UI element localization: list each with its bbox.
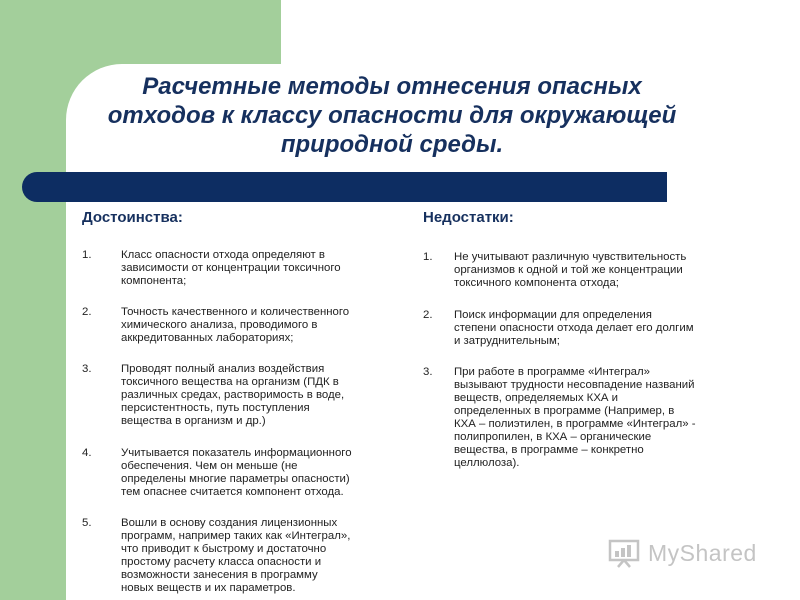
title-line: природной среды. [280,131,504,158]
item-line: Проводят полный анализ воздействия [121,363,325,375]
title-divider-bar [22,172,667,202]
item-line: персистентность, путь поступления [121,402,310,414]
item-line: обеспечения. Чем он меньше (не [121,460,298,472]
presentation-board-icon [608,538,642,568]
advantages-header: Достоинства: [82,209,183,226]
item-line: Учитывается показатель информационного [121,447,352,459]
myshared-watermark [608,536,776,572]
item-line: полипропилен, в КХА – органические [454,431,652,443]
item-line: целлюлоза). [454,457,520,469]
item-line: При работе в программе «Интеграл» [454,366,650,378]
item-line: аккредитованных лабораториях; [121,332,294,344]
item-line: вызывают трудности несовпадение названий [454,379,695,391]
item-line: тем опаснее считается компонент отхода. [121,486,344,498]
item-number: 5. [82,517,92,529]
item-line: компонента; [121,275,187,287]
item-number: 2. [82,306,92,318]
item-line: новых веществ и их параметров. [121,582,296,594]
item-line: что приводит к быстрому и достаточно [121,543,327,555]
item-line: веществ, определяемых КХА и [454,392,619,404]
item-line: простому расчету класса опасности и [121,556,322,568]
item-line: токсичного вещества на организм (ПДК в [121,376,339,388]
slide-title [80,72,704,159]
item-line: Класс опасности отхода определяют в [121,249,325,261]
item-line: КХА – полиэтилен, в программе «Интеграл» - [454,418,696,430]
item-line: определенных в программе (Например, в [454,405,675,417]
watermark-text: MyShared [648,540,757,566]
item-line: различных средах, растворимость в воде, [121,389,345,401]
item-number: 3. [82,363,92,375]
item-line: программ, например таких как «Интеграл», [121,530,351,542]
item-line: токсичного компонента отхода; [454,277,619,289]
item-line: Точность качественного и количественного [121,306,350,318]
item-number: 3. [423,366,433,378]
item-number: 4. [82,447,92,459]
item-line: Поиск информации для определения [454,309,652,321]
title-line: отходов к классу опасности для окружающей [107,102,677,129]
item-line: и затруднительным; [454,335,560,347]
item-line: вещества в организм и др.) [121,415,266,427]
disadvantages-header: Недостатки: [423,209,514,226]
item-line: возможности занесения в программу [121,569,318,581]
item-line: организмов к одной и той же концентрации [454,264,683,276]
item-line: зависимости от концентрации токсичного [121,262,341,274]
item-number: 1. [82,249,92,261]
title-line: Расчетные методы отнесения опасных [142,73,642,100]
item-line: степени опасности отхода делает его долгим [454,322,694,334]
item-line: Не учитывают различную чувствительность [454,251,687,263]
item-line: вещества, в программе – конкретно [454,444,644,456]
item-line: Вошли в основу создания лицензионных [121,517,338,529]
item-number: 1. [423,251,433,263]
item-line: химического анализа, проводимого в [121,319,318,331]
item-number: 2. [423,309,433,321]
item-line: определены многие параметры опасности) [121,473,350,485]
